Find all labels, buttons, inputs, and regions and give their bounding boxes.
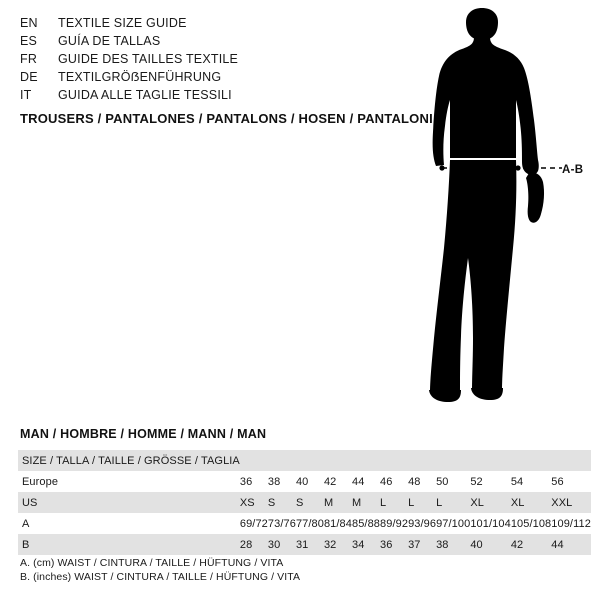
cell: XS bbox=[240, 492, 268, 513]
cell bbox=[511, 450, 551, 471]
cell bbox=[240, 450, 268, 471]
cell: M bbox=[352, 492, 380, 513]
row-label: SIZE / TALLA / TAILLE / GRÖSSE / TAGLIA bbox=[18, 450, 240, 471]
cell: 40 bbox=[295, 475, 309, 488]
footnotes bbox=[20, 556, 300, 584]
language-row bbox=[20, 68, 400, 86]
cell: XL bbox=[470, 492, 510, 513]
cell: 30 bbox=[268, 534, 296, 555]
cell: XXL bbox=[551, 492, 591, 513]
cell: 73/76 bbox=[267, 517, 296, 530]
cell: 36 bbox=[239, 475, 253, 488]
table-row-a bbox=[18, 513, 591, 534]
cell: 34 bbox=[352, 534, 380, 555]
language-title: GUIDA ALLE TAGLIE TESSILI bbox=[58, 88, 232, 102]
footnote-a: A. (cm) WAIST / CINTURA / TAILLE / HÜFTUNG / VITA bbox=[20, 557, 284, 569]
table-row-b bbox=[18, 534, 591, 555]
cell: 36 bbox=[380, 534, 408, 555]
male-body-silhouette-icon bbox=[400, 8, 600, 408]
cell bbox=[551, 450, 591, 471]
body-figure bbox=[400, 8, 600, 408]
cell: 44 bbox=[551, 534, 591, 555]
cell: 44 bbox=[352, 475, 365, 488]
language-row bbox=[20, 32, 400, 50]
cell: 38 bbox=[267, 475, 281, 488]
cell: 40 bbox=[470, 534, 510, 555]
language-code: FR bbox=[20, 52, 38, 66]
cell bbox=[324, 450, 352, 471]
cell: 93/96 bbox=[408, 517, 437, 530]
cell bbox=[380, 450, 408, 471]
language-code: IT bbox=[20, 88, 32, 102]
language-code: EN bbox=[20, 16, 38, 30]
cell: 28 bbox=[240, 534, 268, 555]
language-title: TEXTILE SIZE GUIDE bbox=[58, 16, 187, 30]
cell: 54 bbox=[510, 475, 524, 488]
cell: M bbox=[324, 492, 352, 513]
row-label: B bbox=[18, 534, 240, 555]
table-row-size-header bbox=[18, 450, 591, 471]
cell bbox=[470, 450, 510, 471]
cell: 97/100 bbox=[436, 517, 471, 530]
row-label: Europe bbox=[22, 475, 59, 488]
garment-type-title: TROUSERS / PANTALONES / PANTALONS / HOSEN / PANTALONI bbox=[20, 111, 433, 126]
cell: 48 bbox=[408, 475, 421, 488]
size-table bbox=[18, 450, 591, 555]
cell: XL bbox=[511, 492, 551, 513]
cell: 81/84 bbox=[323, 517, 352, 530]
cell bbox=[408, 450, 436, 471]
cell: 37 bbox=[408, 534, 436, 555]
table-row-europe bbox=[18, 471, 591, 492]
language-row bbox=[20, 50, 400, 68]
language-title: GUIDE DES TAILLES TEXTILE bbox=[58, 52, 239, 66]
cell: L bbox=[380, 492, 408, 513]
cell: 50 bbox=[436, 475, 449, 488]
footnote-b: B. (inches) WAIST / CINTURA / TAILLE / HÜFTUNG / VITA bbox=[20, 571, 301, 583]
cell bbox=[296, 450, 324, 471]
cell: S bbox=[296, 492, 324, 513]
table-section-title: MAN / HOMBRE / HOMME / MANN / MAN bbox=[20, 427, 267, 441]
cell: 56 bbox=[551, 475, 564, 488]
cell: 42 bbox=[511, 534, 551, 555]
cell: 101/104 bbox=[470, 517, 511, 530]
cell: 77/80 bbox=[295, 517, 324, 530]
row-label: US bbox=[18, 492, 240, 513]
cell: 32 bbox=[324, 534, 352, 555]
cell: 38 bbox=[436, 534, 470, 555]
language-title: TEXTILGRÖẞENFÜHRUNG bbox=[58, 70, 222, 84]
cell: 31 bbox=[296, 534, 324, 555]
cell: 69/72 bbox=[239, 517, 268, 530]
language-title: GUÍA DE TALLAS bbox=[58, 34, 161, 48]
measure-label-ab: A-B bbox=[562, 164, 584, 176]
cell: 109/112 bbox=[551, 517, 591, 530]
row-label: A bbox=[22, 517, 30, 530]
language-code: DE bbox=[20, 70, 38, 84]
cell: S bbox=[268, 492, 296, 513]
cell bbox=[436, 450, 470, 471]
language-code: ES bbox=[20, 34, 38, 48]
cell: L bbox=[436, 492, 470, 513]
cell: 52 bbox=[470, 475, 483, 488]
cell: 89/92 bbox=[380, 517, 409, 530]
table-row-us bbox=[18, 492, 591, 513]
cell: 46 bbox=[380, 475, 393, 488]
language-title-block bbox=[20, 14, 400, 104]
language-row bbox=[20, 14, 400, 32]
language-row bbox=[20, 86, 400, 104]
cell: 105/108 bbox=[510, 517, 552, 530]
cell: L bbox=[408, 492, 436, 513]
cell bbox=[352, 450, 380, 471]
cell: 42 bbox=[323, 475, 337, 488]
cell: 85/88 bbox=[352, 517, 381, 530]
cell bbox=[268, 450, 296, 471]
